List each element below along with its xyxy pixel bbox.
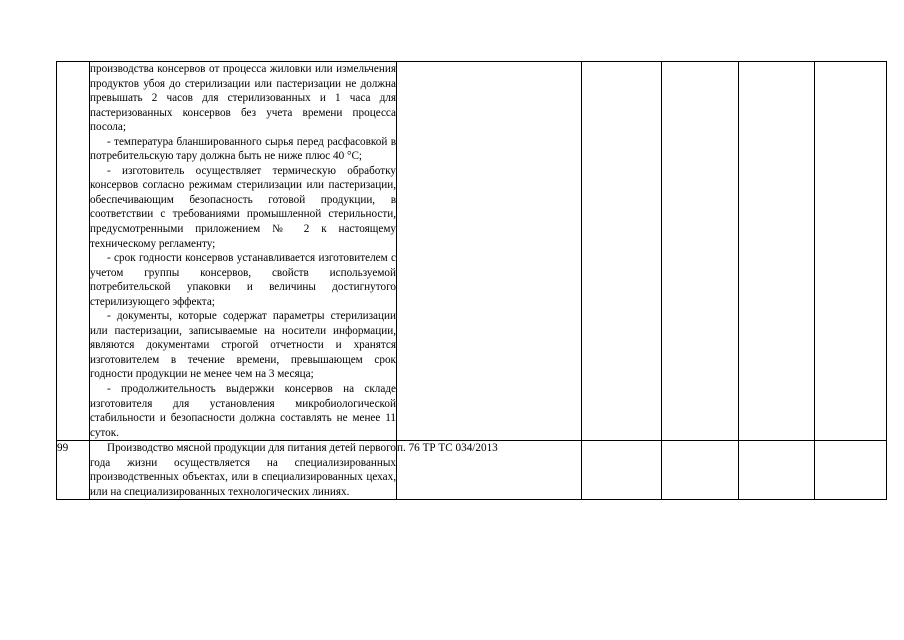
empty-cell: [815, 62, 887, 441]
empty-cell: [815, 441, 887, 500]
requirement-paragraph: - срок годности консервов устанавливается изготовителем с учетом группы консервов, свойств используемой потребительской упаковки и величины достигнутого стерилизующего эффекта;: [90, 252, 396, 308]
empty-cell: [739, 62, 815, 441]
empty-cell: [662, 441, 739, 500]
table-row: [57, 62, 887, 441]
requirement-paragraph: производства консервов от процесса жиловки или измельчения продуктов убоя до стерилизации или пастеризации не должна превышать 2 часов для стерилизованных и 1 часа для пастеризованных консервов без учета времени процесса посола;: [90, 63, 396, 134]
requirement-text: [90, 441, 397, 500]
row-number: 99: [57, 441, 90, 500]
requirement-paragraph: - документы, которые содержат параметры стерилизации или пастеризации, записываемые на носители информации, являются документами строгой отчетности и хранятся изготовителем в течение времени, превышающем срок годности продукции не менее чем на 3 месяца;: [90, 310, 396, 381]
requirements-table: [56, 61, 887, 500]
row-number: [57, 62, 90, 441]
empty-cell: [582, 441, 662, 500]
requirement-paragraph: - температура бланшированного сырья перед расфасовкой в потребительскую тару должна быть не ниже плюс 40 °С;: [90, 135, 396, 163]
empty-cell: [582, 62, 662, 441]
reference-cell: п. 76 ТР ТС 034/2013: [397, 441, 582, 500]
reference-cell: [397, 62, 582, 441]
requirement-paragraph: Производство мясной продукции для питания детей первого года жизни осуществляется на специализированных производственных объектах, или в специализированных цехах, или на специализированных технологических линиях.: [90, 442, 396, 498]
requirement-text: [90, 62, 397, 441]
requirement-paragraph: - продолжительность выдержки консервов на складе изготовителя для установления микробиологической стабильности и безопасности должна составлять не менее 11 суток.: [90, 383, 396, 439]
requirement-paragraph: - изготовитель осуществляет термическую обработку консервов согласно режимам стерилизации или пастеризации, обеспечивающим безопасность готовой продукции, в соответствии с требованиями промышленной стерильности, предусмотренными приложением № 2 к настоящему техническому регламенту;: [90, 164, 396, 250]
table-row: [57, 441, 887, 500]
empty-cell: [662, 62, 739, 441]
empty-cell: [739, 441, 815, 500]
